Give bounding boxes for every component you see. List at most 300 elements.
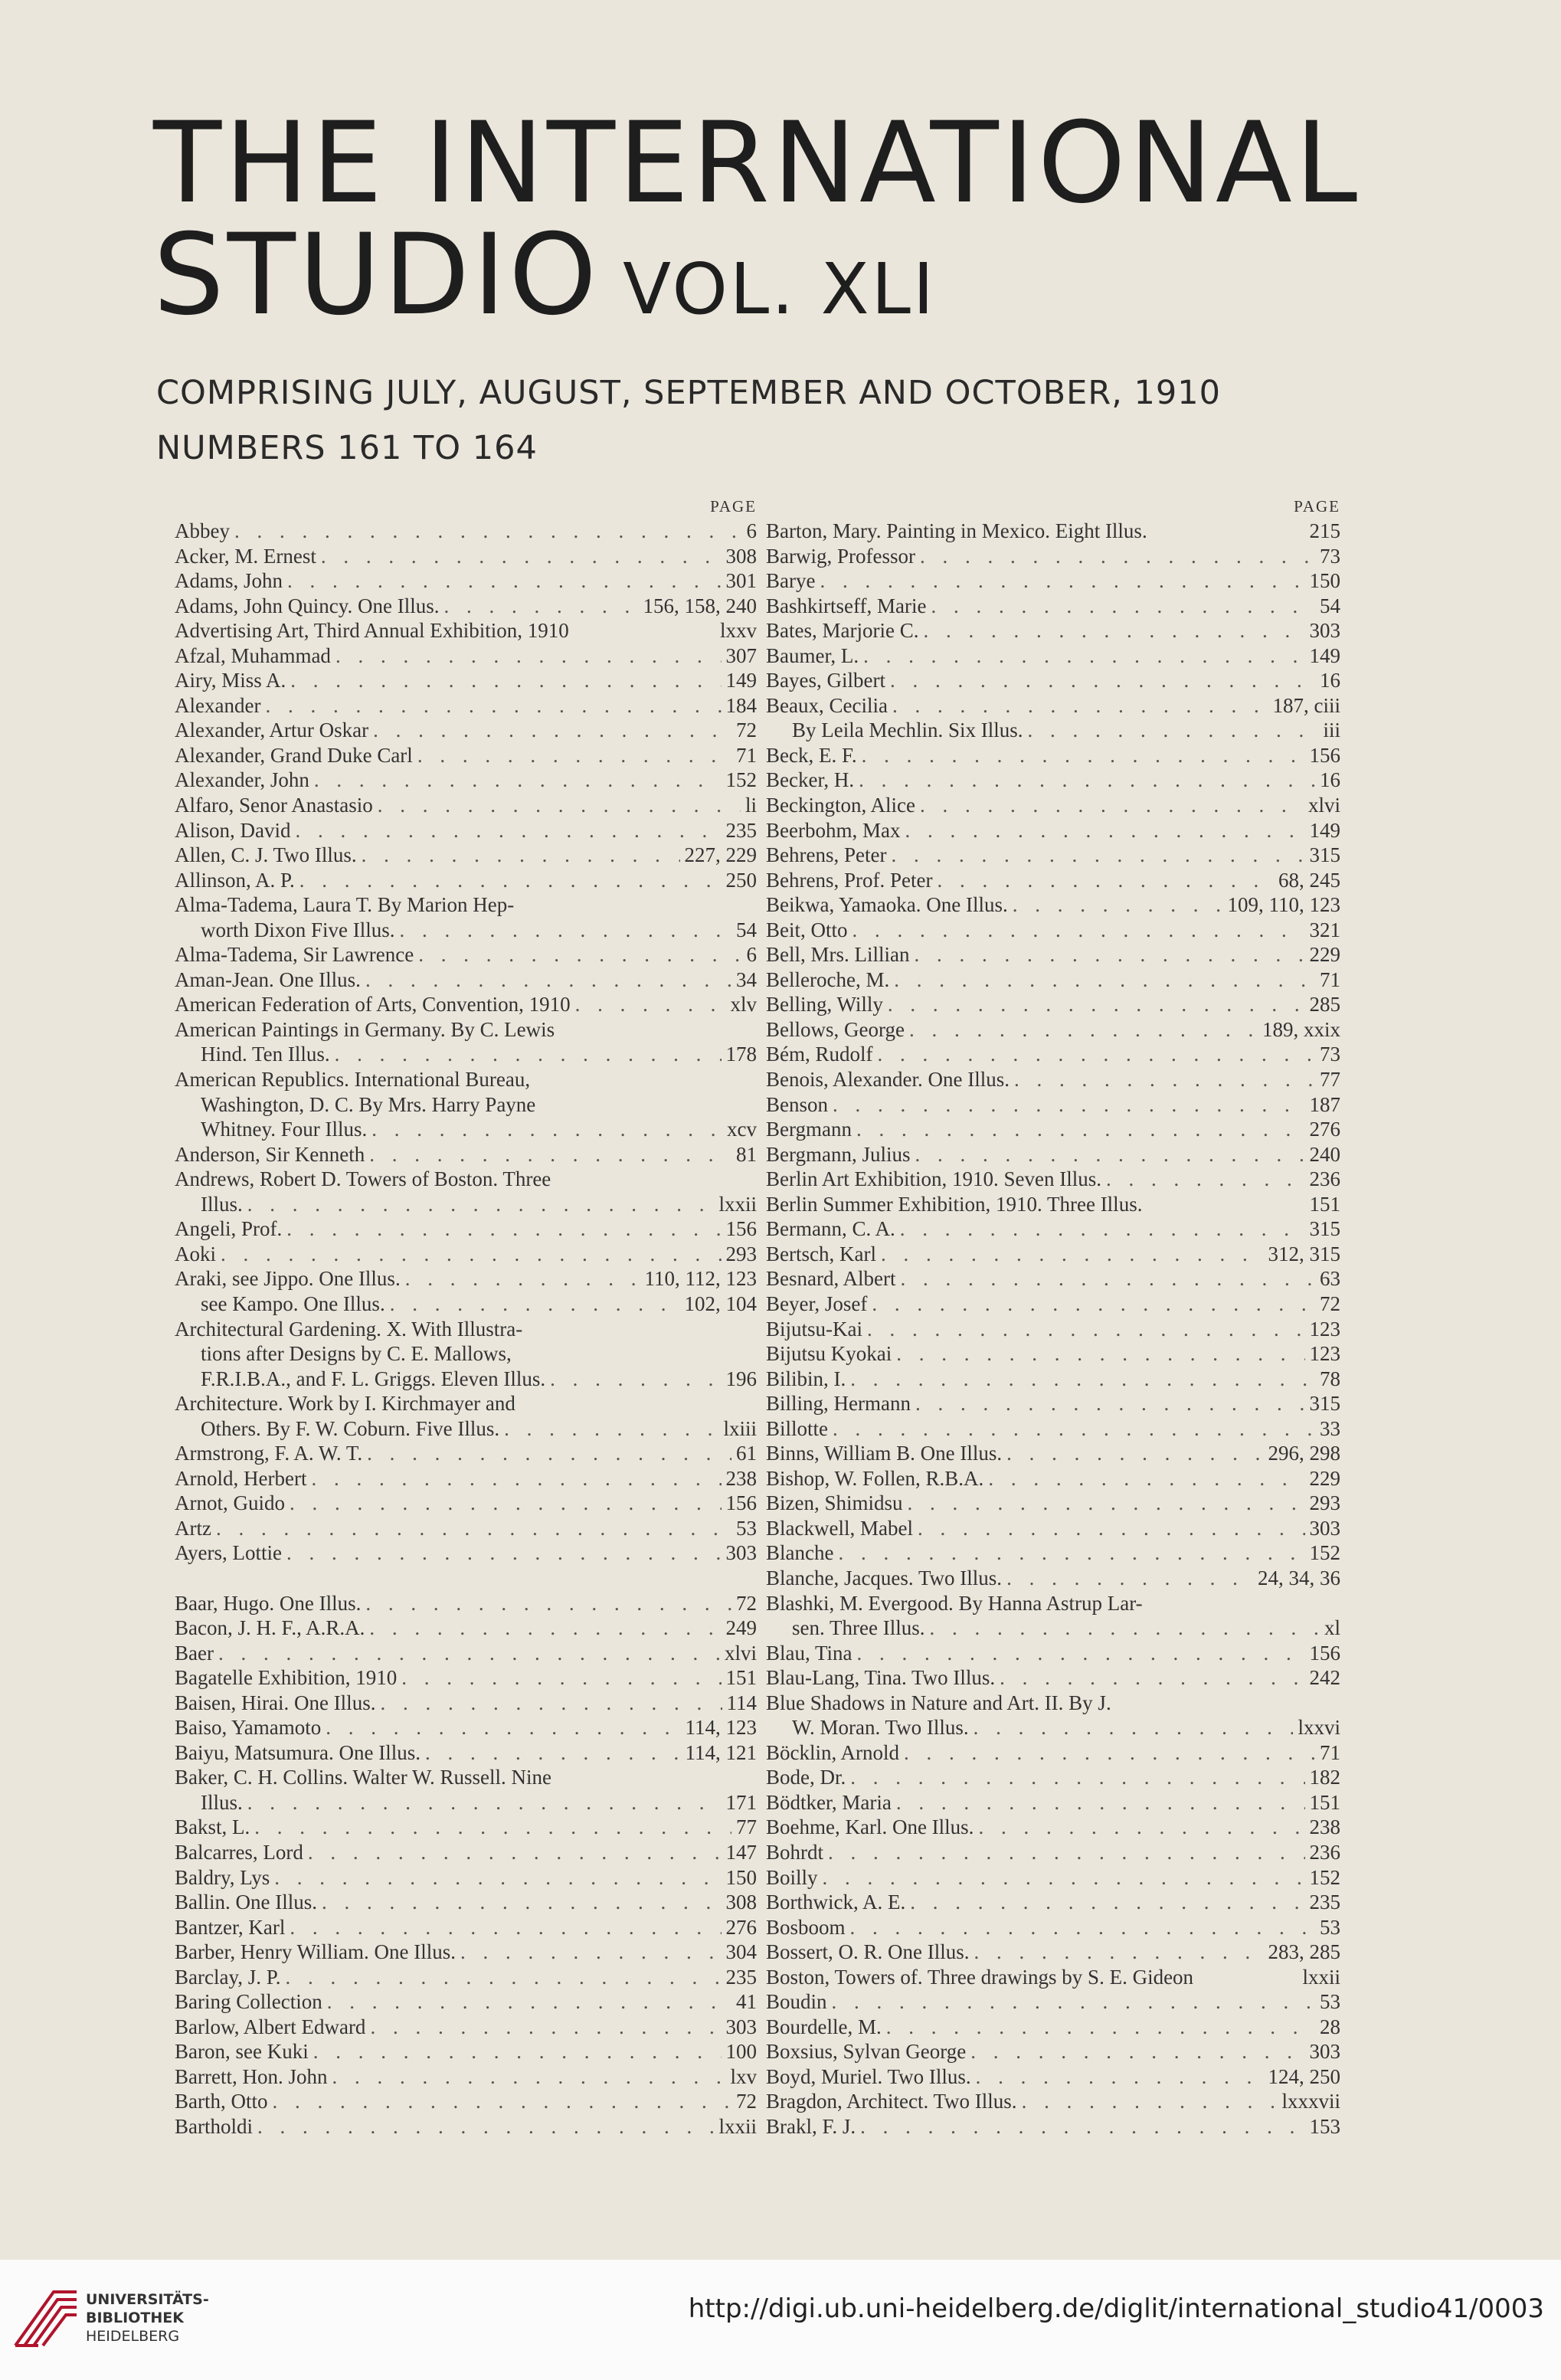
index-entry	[175, 918, 757, 943]
entry-page: 156	[1309, 743, 1340, 767]
index-entry	[175, 1691, 757, 1716]
dot-leader	[418, 942, 741, 967]
index-entry	[766, 1291, 1340, 1317]
dot-leader	[910, 1890, 1304, 1915]
entry-page: 6	[746, 519, 757, 542]
entry-name: Barth, Otto	[175, 2090, 268, 2113]
entry-page: 229	[1309, 943, 1340, 967]
entry-name: Alexander, Grand Duke Carl	[175, 743, 413, 767]
entry-name: Ayers, Lottie	[175, 1541, 282, 1565]
entry-name: F.R.I.B.A., and F. L. Griggs. Eleven Illus.	[201, 1367, 546, 1390]
entry-page: 321	[1309, 918, 1340, 941]
entry-page: 196	[725, 1367, 757, 1390]
entry-name: Barber, Henry William. One Illus.	[175, 1940, 456, 1964]
index-entry	[175, 1641, 757, 1666]
entry-name: Aoki	[175, 1242, 216, 1265]
index-entry	[766, 1840, 1340, 1865]
index-entry	[766, 1341, 1340, 1367]
entry-name: Bergmann	[766, 1118, 852, 1141]
dot-leader	[362, 843, 680, 868]
entry-page: 28	[1320, 2015, 1340, 2038]
entry-name: Bödtker, Maria	[766, 1790, 892, 1814]
index-entry	[766, 918, 1340, 943]
entry-name: Barrett, Hon. John	[175, 2064, 328, 2088]
dot-leader	[234, 519, 742, 544]
entry-page: 151	[725, 1666, 757, 1690]
dot-leader	[878, 1042, 1316, 1067]
index-entry	[175, 992, 757, 1017]
entry-name: Anderson, Sir Kenneth	[175, 1142, 365, 1166]
entry-page: 114, 123	[685, 1716, 757, 1740]
entry-page: 236	[1309, 1840, 1340, 1864]
entry-name: Alma-Tadema, Sir Lawrence	[175, 943, 414, 967]
index-entry	[175, 1616, 757, 1641]
dot-leader	[405, 1266, 640, 1291]
dot-leader	[1006, 1566, 1253, 1591]
index-entry	[766, 544, 1340, 569]
entry-page: 227, 229	[684, 843, 757, 867]
dot-leader	[920, 793, 1304, 818]
entry-name: Beerbohm, Max	[766, 818, 901, 842]
title-line-1: THE INTERNATIONAL	[153, 98, 1361, 228]
index-entry	[175, 594, 757, 619]
entry-name: Barlow, Albert Edward	[175, 2015, 366, 2038]
entry-name: Beit, Otto	[766, 918, 848, 941]
dot-leader	[888, 992, 1305, 1017]
dot-leader	[365, 1591, 731, 1616]
entry-name: Bragdon, Architect. Two Illus.	[766, 2090, 1017, 2113]
entry-name: W. Moran. Two Illus.	[792, 1716, 969, 1740]
entry-name: Alison, David	[175, 818, 291, 842]
dot-leader	[1013, 892, 1223, 918]
entry-page: 152	[1309, 1865, 1340, 1889]
entry-page: 78	[1320, 1367, 1340, 1390]
entry-page: 152	[1309, 1541, 1340, 1565]
title-studio: STUDIO	[153, 210, 601, 340]
entry-page: 187, ciii	[1272, 693, 1340, 717]
entry-name: Bayes, Gilbert	[766, 669, 885, 692]
index-entry	[766, 1641, 1340, 1666]
entry-page: 312, 315	[1268, 1242, 1340, 1265]
entry-page: xcv	[727, 1118, 757, 1141]
index-entry	[766, 1989, 1340, 2015]
dot-leader	[326, 1715, 680, 1740]
entry-name: Boehme, Karl. One Illus.	[766, 1815, 974, 1839]
entry-name: Becker, H.	[766, 768, 855, 792]
entry-page: 303	[725, 1541, 757, 1565]
dot-leader	[905, 818, 1304, 843]
index-entry	[175, 1416, 757, 1442]
dot-leader	[257, 2114, 714, 2139]
dot-leader	[974, 1715, 1294, 1740]
index-entry	[175, 1317, 757, 1342]
entry-page: 100	[725, 2040, 757, 2064]
index-entry	[766, 2089, 1340, 2114]
entry-page: 6	[746, 943, 757, 967]
dot-leader	[218, 1641, 720, 1666]
dot-leader	[850, 1915, 1315, 1940]
dot-leader	[365, 967, 731, 993]
entry-page: 72	[1320, 1291, 1340, 1315]
index-entry	[766, 1067, 1340, 1092]
entry-name: Airy, Miss A.	[175, 669, 286, 692]
dot-leader	[296, 818, 722, 843]
entry-name: Adams, John Quincy. One Illus.	[175, 594, 440, 617]
entry-page: 123	[1309, 1342, 1340, 1366]
index-entry	[766, 668, 1340, 693]
index-entry	[766, 1367, 1340, 1392]
dot-leader	[286, 1540, 722, 1566]
entry-page: 77	[1320, 1068, 1340, 1092]
entry-page: xlvi	[724, 1641, 757, 1665]
index-entry	[766, 1317, 1340, 1342]
index-entry	[175, 1042, 757, 1067]
entry-name: Hind. Ten Illus.	[201, 1043, 330, 1066]
entry-name: American Republics. International Bureau,	[175, 1068, 531, 1092]
viewer-footer	[0, 2260, 1561, 2380]
entry-page: 150	[1309, 569, 1340, 593]
entry-name: Bermann, C. A.	[766, 1217, 895, 1241]
entry-name: Alexander, John	[175, 768, 309, 792]
entry-name: Angeli, Prof.	[175, 1217, 283, 1241]
index-entry	[175, 1367, 757, 1392]
dot-leader	[327, 1989, 731, 2015]
university-library-logo[interactable]	[0, 2284, 84, 2353]
dot-leader	[908, 1491, 1305, 1516]
entry-name: Blanche, Jacques. Two Illus.	[766, 1566, 1003, 1589]
entry-name: Alma-Tadema, Laura T. By Marion Hep-	[175, 893, 515, 917]
index-entry	[766, 1042, 1340, 1067]
entry-page: 109, 110, 123	[1227, 893, 1340, 917]
dot-leader	[313, 2039, 722, 2064]
entry-name: Illus.	[201, 1790, 243, 1814]
entry-name: Baisen, Hirai. One Illus.	[175, 1691, 376, 1714]
index-entry	[766, 594, 1340, 619]
entry-name: Baiyu, Matsumura. One Illus.	[175, 1740, 421, 1764]
index-entry	[175, 843, 757, 868]
entry-name: Araki, see Jippo. One Illus.	[175, 1267, 401, 1291]
dot-leader	[881, 1242, 1264, 1267]
dot-leader	[1014, 1067, 1315, 1092]
entry-page: 149	[1309, 643, 1340, 667]
dot-leader	[254, 1815, 731, 1840]
index-entry	[175, 519, 757, 544]
entry-page: iii	[1323, 719, 1340, 742]
index-entry	[175, 1167, 757, 1192]
dot-leader	[852, 918, 1305, 943]
entry-page: lxxxvii	[1281, 2090, 1340, 2113]
dot-leader	[896, 1790, 1305, 1815]
index-entry	[175, 942, 757, 967]
index-entry	[766, 1391, 1340, 1416]
dot-leader	[891, 843, 1304, 868]
dot-leader	[863, 643, 1304, 669]
index-entry	[175, 668, 757, 693]
index-entry	[766, 1142, 1340, 1167]
entry-page: 235	[725, 818, 757, 842]
index-entry	[175, 1815, 757, 1840]
entry-name: Architecture. Work by I. Kirchmayer and	[175, 1392, 515, 1416]
entry-name: Benson	[766, 1092, 828, 1116]
index-entry	[175, 1790, 757, 1815]
index-entry	[766, 1216, 1340, 1242]
index-entry	[175, 2114, 757, 2139]
dot-leader	[371, 1117, 722, 1142]
index-entry	[766, 1540, 1340, 1566]
entry-page: 16	[1320, 669, 1340, 692]
entry-name: Beikwa, Yamaoka. One Illus.	[766, 893, 1008, 917]
entry-name: Barton, Mary. Painting in Mexico. Eight Illus.	[766, 519, 1147, 542]
entry-name: Bantzer, Karl	[175, 1915, 286, 1939]
dot-leader	[867, 1317, 1305, 1342]
entry-name: Bode, Dr.	[766, 1766, 846, 1789]
index-column-right	[766, 494, 1340, 2139]
entry-name: Washington, D. C. By Mrs. Harry Payne	[201, 1092, 536, 1116]
entry-page: 24, 34, 36	[1258, 1566, 1340, 1589]
dot-leader	[900, 1266, 1315, 1291]
entry-name: American Federation of Arts, Convention, 1910	[175, 993, 571, 1016]
entry-page: 63	[1320, 1267, 1340, 1291]
dot-leader	[823, 1865, 1305, 1891]
index-entry	[766, 1940, 1340, 1965]
entry-name: Bém, Rudolf	[766, 1043, 873, 1066]
dot-leader	[299, 868, 722, 893]
entry-name: Baring Collection	[175, 1990, 322, 2014]
index-entry	[766, 1965, 1340, 1990]
dot-leader	[974, 1940, 1264, 1965]
dot-leader	[322, 1890, 722, 1915]
index-entry	[175, 568, 757, 594]
dot-leader	[872, 1291, 1315, 1317]
index-entry	[175, 1466, 757, 1491]
entry-name: Alexander	[175, 693, 261, 717]
entry-name: Acker, M. Ernest	[175, 544, 316, 568]
index-entry	[766, 1466, 1340, 1491]
entry-name: Belleroche, M.	[766, 967, 890, 991]
entry-page: 285	[1309, 993, 1340, 1016]
dot-leader	[575, 992, 726, 1017]
index-entry	[175, 1516, 757, 1541]
index-entry	[766, 643, 1340, 669]
entry-page: 235	[1309, 1891, 1340, 1914]
entry-name: Bates, Marjorie C.	[766, 619, 919, 643]
entry-name: Boudin	[766, 1990, 827, 2014]
entry-page: 307	[725, 643, 757, 667]
index-entry	[175, 768, 757, 793]
dot-leader	[390, 1291, 680, 1317]
entry-name: Beck, E. F.	[766, 743, 857, 767]
index-entry	[175, 1341, 757, 1367]
entry-page: 293	[725, 1242, 757, 1265]
dot-leader	[918, 1516, 1305, 1541]
entry-name: Armstrong, F. A. W. T.	[175, 1442, 363, 1465]
section-gap	[175, 1566, 757, 1591]
dot-leader	[273, 2089, 732, 2114]
entry-name: Bakst, L.	[175, 1815, 250, 1839]
entry-name: Architectural Gardening. X. With Illustra-	[175, 1317, 523, 1341]
index-entry	[766, 1715, 1340, 1740]
entry-name: Aman-Jean. One Illus.	[175, 967, 361, 991]
entry-page: 249	[725, 1616, 757, 1640]
entry-page: 301	[725, 569, 757, 593]
dot-leader	[380, 1691, 722, 1716]
dot-leader	[900, 1216, 1305, 1242]
index-entry	[175, 1915, 757, 1940]
dot-leader	[850, 1765, 1304, 1790]
entry-page: xl	[1324, 1616, 1340, 1640]
title-line-2	[153, 210, 937, 340]
entry-page: 77	[736, 1815, 757, 1839]
entry-page: 110, 112, 123	[644, 1267, 757, 1291]
entry-name: Borthwick, A. E.	[766, 1891, 906, 1914]
index-entry	[175, 1665, 757, 1691]
entry-name: Barwig, Professor	[766, 544, 915, 568]
entry-name: Brakl, F. J.	[766, 2115, 856, 2138]
index-entry	[175, 1591, 757, 1616]
dot-leader	[247, 1790, 722, 1815]
entry-page: 315	[1309, 1217, 1340, 1241]
index-entry	[175, 544, 757, 569]
entry-name: Blau, Tina	[766, 1641, 852, 1665]
library-name-line-3: HEIDELBERG	[86, 2328, 180, 2345]
index-entry	[766, 2039, 1340, 2064]
index-entry	[766, 1242, 1340, 1267]
dot-leader	[833, 1092, 1305, 1118]
entry-page: 293	[1309, 1491, 1340, 1515]
entry-page: 124, 250	[1268, 2064, 1340, 2088]
entry-name: tions after Designs by C. E. Mallows,	[201, 1342, 512, 1366]
entry-page: 16	[1320, 768, 1340, 792]
dot-leader	[890, 668, 1315, 693]
index-entry	[766, 843, 1340, 868]
index-entry	[175, 1940, 757, 1965]
permalink-url[interactable]: http://digi.ub.uni-heidelberg.de/diglit/international_studio41/0003	[688, 2293, 1544, 2324]
dot-leader	[460, 1940, 722, 1965]
dot-leader	[311, 1466, 721, 1491]
index-entry	[175, 1965, 757, 1990]
entry-name: Allen, C. J. Two Illus.	[175, 843, 357, 867]
dot-leader	[820, 568, 1304, 594]
entry-page: 315	[1309, 1392, 1340, 1416]
index-entry	[766, 1591, 1340, 1616]
entry-name: Afzal, Muhammad	[175, 643, 331, 667]
entry-page: 34	[736, 967, 757, 991]
entry-name: Blanche	[766, 1541, 834, 1565]
index-entry	[175, 1865, 757, 1891]
index-entry	[175, 818, 757, 843]
index-entry	[175, 1067, 757, 1092]
entry-name: Balcarres, Lord	[175, 1840, 303, 1864]
entry-name: Billing, Hermann	[766, 1392, 911, 1416]
entry-page: lxiii	[723, 1416, 757, 1440]
index-entry	[766, 892, 1340, 918]
entry-page: 229	[1309, 1466, 1340, 1490]
entry-page: 308	[725, 544, 757, 568]
entry-name: Behrens, Prof. Peter	[766, 868, 933, 892]
entry-name: Ballin. One Illus.	[175, 1891, 317, 1914]
dot-leader	[504, 1416, 718, 1442]
dot-leader	[287, 568, 722, 594]
entry-page: lxxvi	[1298, 1716, 1340, 1740]
index-entry	[766, 1491, 1340, 1516]
dot-leader	[929, 1616, 1320, 1641]
entry-page: 73	[1320, 1043, 1340, 1066]
entry-name: Beaux, Cecilia	[766, 693, 888, 717]
entry-name: Andrews, Robert D. Towers of Boston. Three	[175, 1167, 551, 1191]
index-entry	[175, 1765, 757, 1790]
index-entry	[766, 1616, 1340, 1641]
entry-page: 303	[1309, 2040, 1340, 2064]
dot-leader	[443, 594, 638, 619]
entry-page: 156	[725, 1217, 757, 1241]
index-entry	[175, 1540, 757, 1566]
entry-name: Baiso, Yamamoto	[175, 1716, 322, 1740]
entry-page: 156	[1309, 1641, 1340, 1665]
entry-page: lxxii	[718, 1192, 757, 1216]
entry-page: 71	[736, 743, 757, 767]
index-entry	[175, 1117, 757, 1142]
index-entry	[766, 718, 1340, 743]
entry-name: Billotte	[766, 1416, 828, 1440]
index-entry	[766, 1092, 1340, 1118]
entry-name: Abbey	[175, 519, 230, 542]
dot-leader	[290, 668, 721, 693]
dot-leader	[370, 2015, 721, 2040]
library-name-line-2: BIBLIOTHEK	[86, 2310, 184, 2326]
dot-leader	[920, 544, 1315, 569]
dot-leader	[838, 1540, 1304, 1566]
index-entry	[175, 2015, 757, 2040]
entry-name: Alfaro, Senor Anastasio	[175, 794, 373, 817]
entry-page: li	[745, 794, 757, 817]
dot-leader	[265, 693, 721, 719]
entry-name: Bizen, Shimidsu	[766, 1491, 903, 1515]
entry-name: Artz	[175, 1516, 211, 1540]
entry-page: 53	[1320, 1990, 1340, 2014]
dot-leader	[860, 2114, 1304, 2139]
entry-page: 147	[725, 1840, 757, 1864]
index-entry	[175, 1391, 757, 1416]
entry-page: 81	[736, 1142, 757, 1166]
index-entry	[766, 1765, 1340, 1790]
entry-page: 156	[725, 1491, 757, 1515]
index-entry	[766, 992, 1340, 1017]
entry-name: Baron, see Kuki	[175, 2040, 309, 2064]
entry-page: 303	[1309, 1516, 1340, 1540]
volume-label: VOL. XLI	[623, 248, 937, 330]
entry-name: Benois, Alexander. One Illus.	[766, 1068, 1010, 1092]
entry-name: Bagatelle Exhibition, 1910	[175, 1666, 398, 1690]
index-entry	[766, 1665, 1340, 1691]
entry-page: 151	[1309, 1192, 1340, 1216]
index-entry	[175, 1840, 757, 1865]
entry-name: Baer	[175, 1641, 214, 1665]
dot-leader	[335, 1042, 722, 1067]
entry-page: 153	[1309, 2115, 1340, 2138]
index-entry	[766, 1566, 1340, 1591]
entry-page: 61	[736, 1442, 757, 1465]
index-entry	[175, 1216, 757, 1242]
entry-page: 53	[1320, 1915, 1340, 1939]
entry-page: 182	[1309, 1766, 1340, 1789]
entry-name: Alexander, Artur Oskar	[175, 719, 369, 742]
entry-page: 150	[725, 1865, 757, 1889]
index-entry	[766, 793, 1340, 818]
dot-leader	[832, 1989, 1315, 2015]
index-entry	[175, 1017, 757, 1043]
dot-leader	[314, 768, 722, 793]
index-entry	[175, 2089, 757, 2114]
